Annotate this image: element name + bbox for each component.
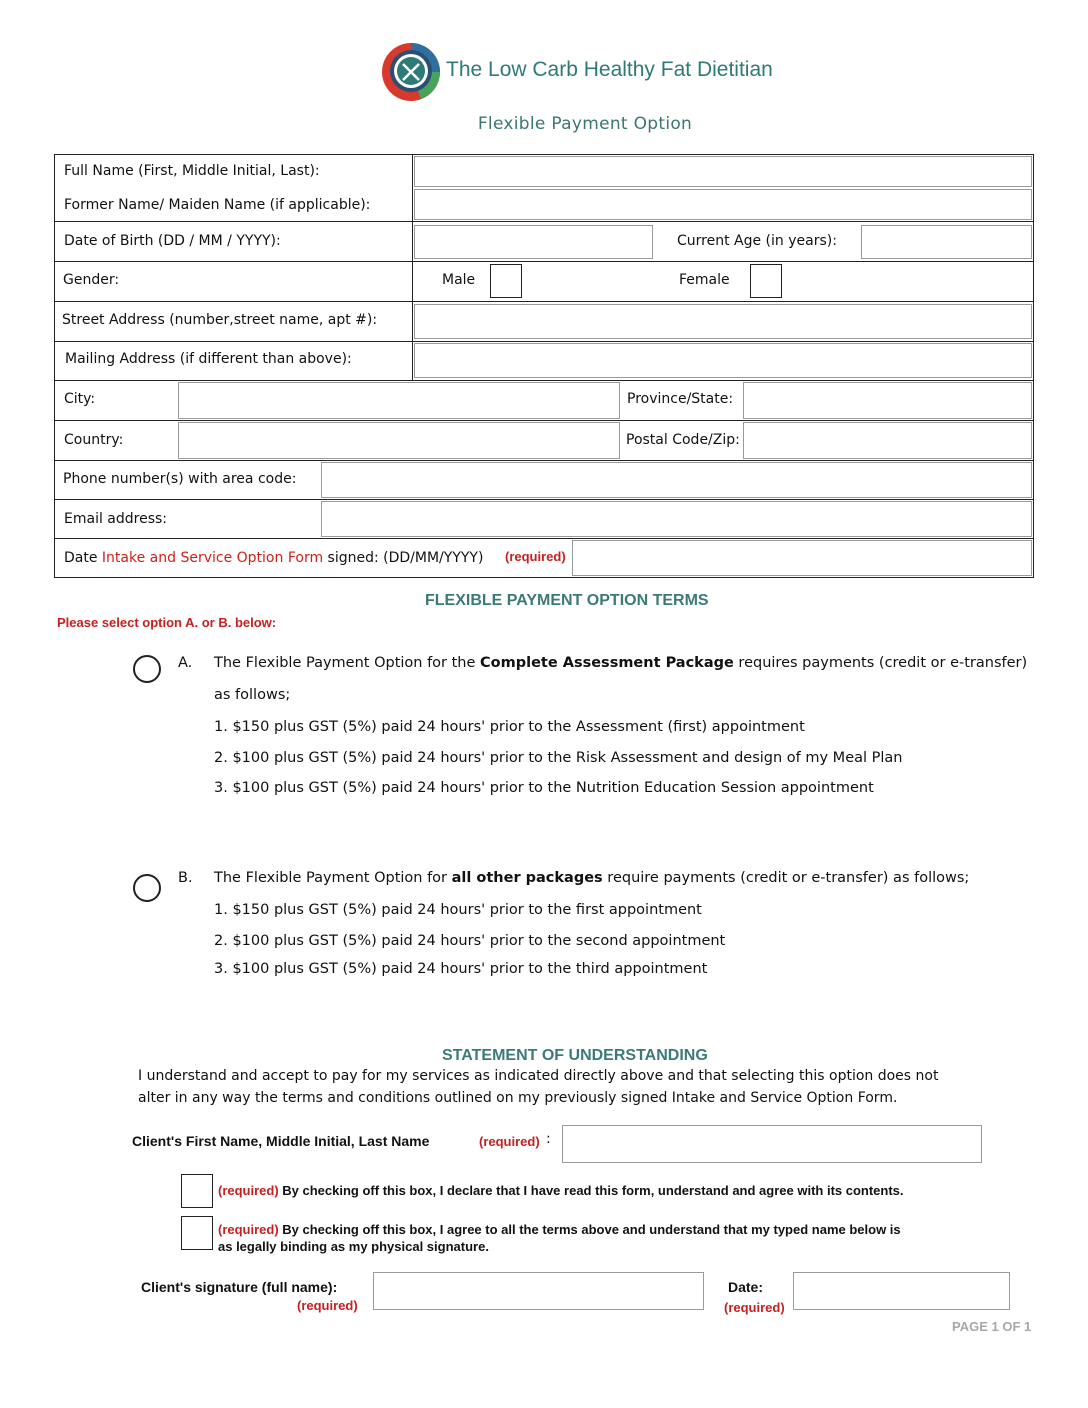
country-label: Country:	[64, 432, 124, 448]
former-name-label: Former Name/ Maiden Name (if applicable):	[64, 197, 371, 213]
phone-field[interactable]	[321, 462, 1032, 498]
option-a-item: 1. $150 plus GST (5%) paid 24 hours' prior to the Assessment (first) appointment	[214, 719, 805, 735]
select-note: Please select option A. or B. below:	[57, 615, 277, 630]
page-number: PAGE 1 OF 1	[952, 1319, 1032, 1334]
date-signed-suffix: signed: (DD/MM/YYYY)	[323, 550, 484, 566]
male-checkbox[interactable]	[490, 264, 522, 298]
city-field[interactable]	[178, 382, 620, 419]
option-a-intro	[214, 655, 1027, 671]
date-field[interactable]	[793, 1272, 1010, 1310]
option-a-intro-cont: as follows;	[214, 687, 291, 703]
full-name-field[interactable]	[414, 156, 1032, 187]
option-a-radio[interactable]	[133, 655, 161, 683]
option-b-item: 3. $100 plus GST (5%) paid 24 hours' prior to the third appointment	[214, 961, 708, 977]
option-a-item: 3. $100 plus GST (5%) paid 24 hours' prior to the Nutrition Education Session appointment	[214, 780, 874, 796]
date-signed-prefix: Date	[64, 550, 102, 566]
gender-label: Gender:	[63, 272, 120, 288]
female-label: Female	[679, 272, 730, 288]
option-b-letter: B.	[178, 870, 193, 886]
client-name-colon: :	[546, 1131, 551, 1147]
agree-contents-checkbox[interactable]	[181, 1174, 213, 1208]
option-b-intro	[214, 870, 969, 886]
statement-line-1: I understand and accept to pay for my services as indicated directly above and that selecting this option does not	[138, 1068, 939, 1084]
option-b-radio[interactable]	[133, 874, 161, 902]
mailing-label: Mailing Address (if different than above):	[65, 351, 352, 367]
signature-label: Client's signature (full name):	[141, 1279, 338, 1295]
phone-label: Phone number(s) with area code:	[63, 471, 297, 487]
agree-contents-text	[218, 1183, 904, 1198]
female-checkbox[interactable]	[750, 264, 782, 298]
client-name-required: (required)	[479, 1134, 540, 1149]
signature-required: (required)	[297, 1298, 358, 1313]
option-b-package: all other packages	[451, 870, 603, 886]
email-field[interactable]	[321, 501, 1032, 537]
option-a-package: Complete Assessment Package	[480, 655, 734, 671]
date-signed-required: (required)	[505, 549, 566, 564]
date-signed-label	[64, 550, 483, 566]
street-label: Street Address (number,street name, apt #):	[62, 312, 378, 328]
mailing-field[interactable]	[414, 343, 1032, 378]
agree-contents-required: (required)	[218, 1183, 279, 1198]
male-label: Male	[442, 272, 476, 288]
org-name: The Low Carb Healthy Fat Dietitian	[446, 58, 773, 81]
statement-line-2: alter in any way the terms and conditions outlined on my previously signed Intake and Service Option Form.	[138, 1090, 898, 1106]
option-b-item: 2. $100 plus GST (5%) paid 24 hours' prior to the second appointment	[214, 933, 726, 949]
intake-form-link: Intake and Service Option Form	[101, 550, 324, 566]
form-title: Flexible Payment Option	[477, 114, 693, 134]
city-label: City:	[64, 391, 96, 407]
age-field[interactable]	[861, 225, 1032, 259]
province-field[interactable]	[743, 382, 1032, 419]
option-b-item: 1. $150 plus GST (5%) paid 24 hours' prior to the first appointment	[214, 902, 702, 918]
postal-field[interactable]	[743, 422, 1032, 459]
date-label: Date:	[728, 1279, 764, 1295]
client-name-field[interactable]	[562, 1125, 982, 1163]
option-a-intro-pre: The Flexible Payment Option for the	[214, 655, 481, 671]
client-name-label: Client's First Name, Middle Initial, Last Name	[132, 1133, 430, 1149]
age-label: Current Age (in years):	[677, 233, 837, 249]
agree-contents-label: By checking off this box, I declare that I have read this form, understand and agree with its contents.	[278, 1183, 904, 1198]
street-field[interactable]	[414, 304, 1032, 339]
country-field[interactable]	[178, 422, 620, 459]
option-a-item: 2. $100 plus GST (5%) paid 24 hours' prior to the Risk Assessment and design of my Meal Plan	[214, 750, 903, 766]
dob-field[interactable]	[414, 225, 653, 259]
terms-heading: FLEXIBLE PAYMENT OPTION TERMS	[425, 592, 709, 609]
date-required: (required)	[724, 1300, 785, 1315]
option-a-letter: A.	[178, 655, 193, 671]
legal-binding-label: By checking off this box, I agree to all the terms above and understand that my typed name below is	[278, 1222, 901, 1237]
statement-heading: STATEMENT OF UNDERSTANDING	[442, 1047, 708, 1064]
signature-field[interactable]	[373, 1272, 704, 1310]
full-name-label: Full Name (First, Middle Initial, Last):	[64, 163, 320, 179]
option-b-intro-pre: The Flexible Payment Option for	[214, 870, 452, 886]
legal-binding-required: (required)	[218, 1222, 279, 1237]
former-name-field[interactable]	[414, 189, 1032, 220]
dob-label: Date of Birth (DD / MM / YYYY):	[64, 233, 281, 249]
date-signed-field[interactable]	[572, 540, 1032, 576]
logo-icon	[381, 42, 441, 102]
legal-binding-text-cont: as legally binding as my physical signature.	[218, 1239, 489, 1254]
legal-binding-text	[218, 1222, 901, 1237]
postal-label: Postal Code/Zip:	[626, 432, 740, 448]
province-label: Province/State:	[627, 391, 734, 407]
option-b-intro-post: require payments (credit or e-transfer) as follows;	[602, 870, 970, 886]
email-label: Email address:	[64, 511, 168, 527]
option-a-intro-post: requires payments (credit or e-transfer)	[733, 655, 1028, 671]
legal-binding-checkbox[interactable]	[181, 1216, 213, 1250]
